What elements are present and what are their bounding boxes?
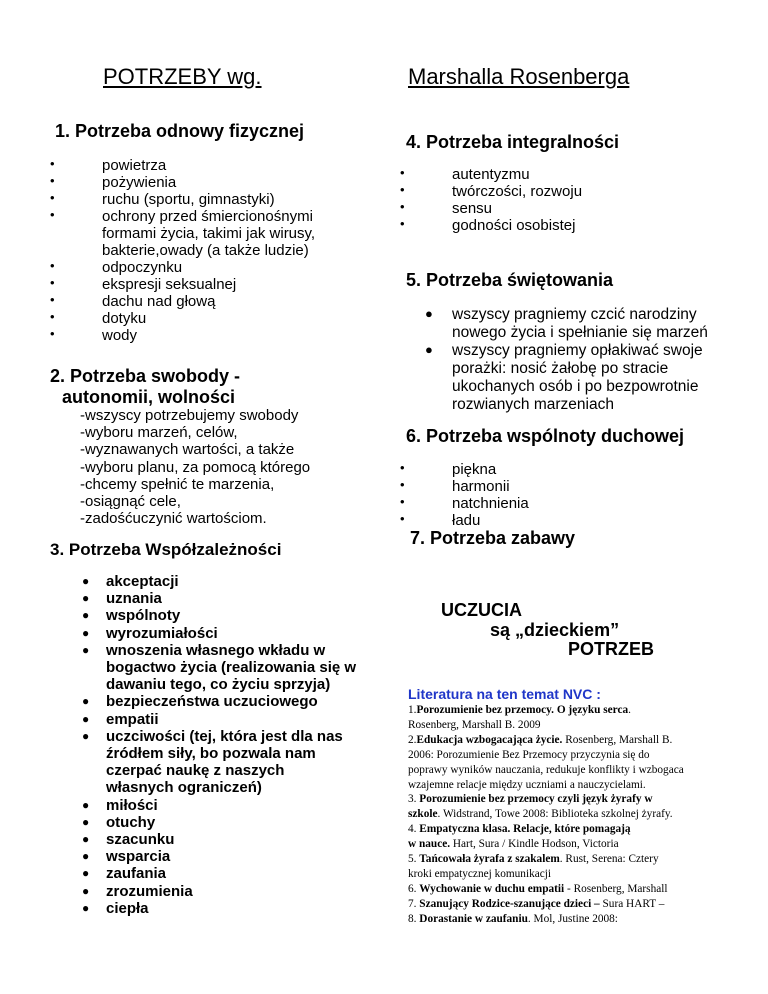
list-item: ● ciepła (82, 899, 149, 917)
list-item: • dachu nad głową (50, 292, 216, 310)
literature-line: 8. Dorastanie w zaufaniu. Mol, Justine 2008: (408, 912, 618, 925)
list-item: nowego życia i spełnianie się marzeń (452, 324, 708, 341)
list-item: • ruchu (sportu, gimnastyki) (50, 190, 275, 208)
title-left: POTRZEBY wg. (103, 64, 262, 89)
text-line: -osiągnąć cele, (80, 493, 181, 511)
list-item: własnych ograniczeń) (106, 779, 262, 797)
list-item: • autentyzmu (400, 165, 530, 183)
list-item: dawaniu tego, co życiu sprzyja) (106, 676, 331, 694)
list-item: ● wsparcia (82, 848, 171, 866)
list-item: ● akceptacji (82, 573, 179, 590)
list-item: • ładu (400, 511, 481, 529)
section-2-heading-line2: autonomii, wolności (62, 387, 236, 407)
section-7-heading: 7. Potrzeba zabawy (410, 528, 576, 548)
list-item: • ekspresji seksualnej (50, 275, 237, 293)
literature-line: 3. Porozumienie bez przemocy czyli język żyrafy w (408, 793, 653, 806)
feelings-line-3: POTRZEB (568, 639, 655, 659)
section-5-heading: 5. Potrzeba świętowania (406, 270, 614, 290)
section-4-heading: 4. Potrzeba integralności (406, 132, 620, 152)
section-3-heading: 3. Potrzeba Współzależności (50, 540, 282, 559)
section-6-heading: 6. Potrzeba wspólnoty duchowej (406, 426, 685, 446)
list-item: ● zrozumienia (82, 882, 193, 900)
literature-line: 6. Wychowanie w duchu empatii - Rosenberg, Marshall (408, 882, 668, 895)
literature-line: 1.Porozumienie bez przemocy. O języku serca. (408, 704, 631, 716)
section-1-list (50, 156, 316, 344)
literature-line: 2006: Porozumienie Bez Przemocy przyczynia się do (408, 748, 650, 761)
list-item: ● wszyscy pragniemy czcić narodziny (425, 306, 697, 323)
literature-line: w nauce. Hart, Sura / Kindle Hodson, Victoria (408, 838, 619, 851)
section-3-list (82, 573, 357, 917)
feelings-line-2: są „dzieckiem” (490, 620, 620, 640)
list-item: • piękna (400, 460, 497, 478)
list-item: ● otuchy (82, 813, 156, 831)
list-item: • harmonii (400, 477, 510, 495)
list-item: • twórczości, rozwoju (400, 182, 583, 200)
literature-line: 5. Tańcowała żyrafa z szakalem. Rust, Serena: Cztery (408, 853, 659, 866)
list-item: ● uznania (82, 590, 162, 608)
literature-line: wzajemne relacje między uczniami a nauczycielami. (408, 778, 646, 791)
list-item: czerpać naukę z naszych (106, 762, 285, 780)
list-item: • godności osobistej (400, 216, 576, 234)
text-line: -wyboru planu, za pomocą którego (80, 458, 311, 476)
list-item: ● szacunku (82, 831, 175, 849)
list-item: ● empatii (82, 710, 159, 728)
section-1-heading: 1. Potrzeba odnowy fizycznej (55, 121, 305, 141)
literature-list (408, 703, 684, 927)
feelings-line-1: UCZUCIA (441, 600, 522, 620)
list-item: porażki: nosić żałobę po stracie (452, 360, 669, 377)
text-line: -zadośćuczynić wartościom. (80, 510, 267, 528)
list-item: • natchnienia (400, 494, 529, 512)
text-line: -wszyscy potrzebujemy swobody (80, 407, 299, 424)
list-item: źródłem siły, bo pozwala nam (106, 745, 316, 763)
literature-heading: Literatura na ten temat NVC : (408, 686, 601, 702)
list-item: ukochanych osób i po bezpowrotnie (452, 378, 699, 395)
list-item: ● miłości (82, 796, 158, 814)
list-item: • powietrza (50, 156, 167, 174)
literature-line: poprawy wyników nauczania, redukuje konflikty i wzbogaca (408, 763, 684, 776)
list-item: • dotyku (50, 309, 147, 327)
text-line: -wyznawanych wartości, a także (80, 441, 295, 459)
section-2-text (80, 407, 310, 527)
title-right: Marshalla Rosenberga (408, 64, 630, 89)
list-item: • odpoczynku (50, 258, 183, 276)
list-item: ● wszyscy pragniemy opłakiwać swoje (425, 342, 703, 359)
literature-line: 4. Empatyczna klasa. Relacje, które pomagają (408, 823, 631, 836)
section-2-heading: 2. Potrzeba swobody - (50, 366, 241, 386)
list-item: bogactwo życia (realizowania się w (106, 659, 357, 677)
section-6-list (400, 460, 529, 529)
text-line: -wyboru marzeń, celów, (80, 424, 238, 442)
list-item: • ochrony przed śmiercionośnymi (50, 207, 313, 225)
list-item: ● bezpieczeństwa uczuciowego (82, 693, 318, 711)
literature-line: Rosenberg, Marshall B. 2009 (408, 718, 541, 731)
text-line: -chcemy spełnić te marzenia, (80, 475, 275, 493)
section-5-list (425, 306, 708, 414)
list-item: • pożywienia (50, 173, 177, 191)
list-item: • sensu (400, 199, 493, 217)
list-item: • wody (50, 326, 138, 344)
list-item: ● zaufania (82, 865, 167, 883)
list-item: ● wnoszenia własnego wkładu w (82, 641, 326, 659)
list-item: ● uczciwości (tej, która jest dla nas (82, 727, 343, 745)
literature-line: 2.Edukacja wzbogacająca życie. Rosenberg, Marshall B. (408, 733, 673, 746)
list-item: formami życia, takimi jak wirusy, (102, 225, 316, 242)
literature-line: szkole. Widstrand, Towe 2008: Biblioteka szkolnej żyrafy. (408, 808, 673, 821)
list-item: ● wyrozumiałości (82, 624, 218, 642)
literature-line: 7. Szanujący Rodzice-szanujące dzieci – Sura HART – (408, 897, 665, 910)
list-item: ● wspólnoty (82, 607, 181, 625)
literature-line: kroki empatycznej komunikacji (408, 867, 552, 880)
list-item: rozwianych marzeniach (452, 396, 614, 413)
section-4-list (400, 165, 583, 234)
list-item: bakterie,owady (a także ludzie) (102, 242, 309, 259)
